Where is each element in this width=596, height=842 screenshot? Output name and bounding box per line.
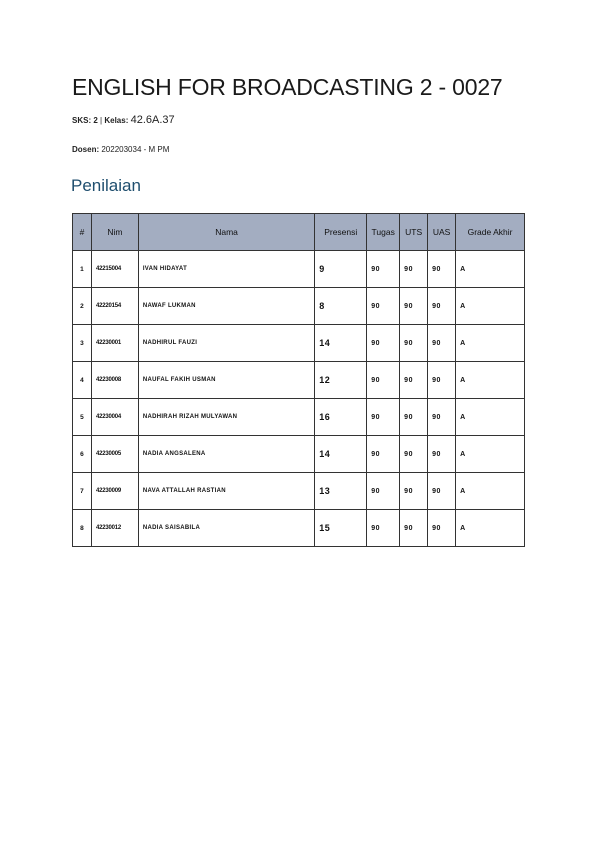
- table-row: [73, 325, 525, 362]
- header-uas: UAS: [428, 214, 456, 251]
- cell-presensi: 16: [315, 399, 367, 436]
- table-row: [73, 510, 525, 547]
- sks-value: 2: [93, 116, 98, 125]
- table-row: [73, 362, 525, 399]
- cell-uts: 90: [400, 473, 428, 510]
- course-meta-line: [72, 114, 175, 126]
- header-grade: Grade Akhir: [456, 214, 525, 251]
- cell-presensi: 8: [315, 288, 367, 325]
- cell-grade: A: [456, 436, 525, 473]
- cell-tugas: 90: [367, 473, 400, 510]
- cell-grade: A: [456, 288, 525, 325]
- header-tugas: Tugas: [367, 214, 400, 251]
- cell-presensi: 9: [315, 251, 367, 288]
- cell-uts: 90: [400, 436, 428, 473]
- cell-nim: 42230005: [91, 436, 138, 473]
- section-title: Penilaian: [71, 176, 141, 195]
- cell-tugas: 90: [367, 399, 400, 436]
- cell-uts: 90: [400, 288, 428, 325]
- cell-no: 4: [73, 362, 92, 399]
- cell-nim: 42230008: [91, 362, 138, 399]
- cell-nim: 42220154: [91, 288, 138, 325]
- header-uts: UTS: [400, 214, 428, 251]
- cell-presensi: 14: [315, 325, 367, 362]
- cell-tugas: 90: [367, 288, 400, 325]
- table-row: [73, 399, 525, 436]
- cell-grade: A: [456, 510, 525, 547]
- cell-nim: 42230004: [91, 399, 138, 436]
- cell-tugas: 90: [367, 436, 400, 473]
- cell-grade: A: [456, 399, 525, 436]
- cell-uas: 90: [428, 251, 456, 288]
- header-no: #: [73, 214, 92, 251]
- cell-nama: NADHIRAH RIZAH MULYAWAN: [138, 399, 314, 436]
- dosen-label: Dosen:: [72, 145, 100, 154]
- cell-uas: 90: [428, 510, 456, 547]
- cell-uas: 90: [428, 436, 456, 473]
- cell-no: 7: [73, 473, 92, 510]
- header-nama: Nama: [138, 214, 314, 251]
- cell-uts: 90: [400, 510, 428, 547]
- cell-presensi: 12: [315, 362, 367, 399]
- cell-no: 3: [73, 325, 92, 362]
- cell-grade: A: [456, 473, 525, 510]
- cell-uts: 90: [400, 325, 428, 362]
- cell-presensi: 13: [315, 473, 367, 510]
- cell-uts: 90: [400, 399, 428, 436]
- header-nim: Nim: [91, 214, 138, 251]
- grades-table: [72, 213, 525, 547]
- header-presensi: Presensi: [315, 214, 367, 251]
- table-header-row: [73, 214, 525, 251]
- table-row: [73, 473, 525, 510]
- cell-tugas: 90: [367, 362, 400, 399]
- cell-nim: 42230009: [91, 473, 138, 510]
- cell-tugas: 90: [367, 510, 400, 547]
- cell-nim: 42230012: [91, 510, 138, 547]
- kelas-value: 42.6A.37: [130, 114, 175, 126]
- cell-nama: IVAN HIDAYAT: [138, 251, 314, 288]
- cell-tugas: 90: [367, 251, 400, 288]
- meta-separator: |: [100, 116, 103, 125]
- lecturer-line: [72, 145, 169, 154]
- cell-presensi: 14: [315, 436, 367, 473]
- cell-uts: 90: [400, 362, 428, 399]
- cell-grade: A: [456, 325, 525, 362]
- cell-no: 6: [73, 436, 92, 473]
- cell-uts: 90: [400, 251, 428, 288]
- cell-nama: NAVA ATTALLAH RASTIAN: [138, 473, 314, 510]
- kelas-label: Kelas:: [104, 116, 129, 125]
- table-row: [73, 436, 525, 473]
- cell-uas: 90: [428, 362, 456, 399]
- cell-nama: NADIA SAISABILA: [138, 510, 314, 547]
- cell-nama: NAWAF LUKMAN: [138, 288, 314, 325]
- cell-grade: A: [456, 251, 525, 288]
- cell-tugas: 90: [367, 325, 400, 362]
- cell-nim: 42215004: [91, 251, 138, 288]
- cell-nama: NAUFAL FAKIH USMAN: [138, 362, 314, 399]
- cell-no: 8: [73, 510, 92, 547]
- cell-uas: 90: [428, 325, 456, 362]
- cell-grade: A: [456, 362, 525, 399]
- table-row: [73, 288, 525, 325]
- cell-presensi: 15: [315, 510, 367, 547]
- cell-nama: NADHIRUL FAUZI: [138, 325, 314, 362]
- cell-nama: NADIA ANGSALENA: [138, 436, 314, 473]
- cell-no: 5: [73, 399, 92, 436]
- cell-uas: 90: [428, 288, 456, 325]
- cell-uas: 90: [428, 473, 456, 510]
- cell-nim: 42230001: [91, 325, 138, 362]
- dosen-value: 202203034 - M PM: [101, 145, 170, 154]
- table-row: [73, 251, 525, 288]
- course-title: ENGLISH FOR BROADCASTING 2 - 0027: [72, 74, 503, 100]
- cell-no: 1: [73, 251, 92, 288]
- cell-no: 2: [73, 288, 92, 325]
- cell-uas: 90: [428, 399, 456, 436]
- sks-label: SKS:: [72, 116, 92, 125]
